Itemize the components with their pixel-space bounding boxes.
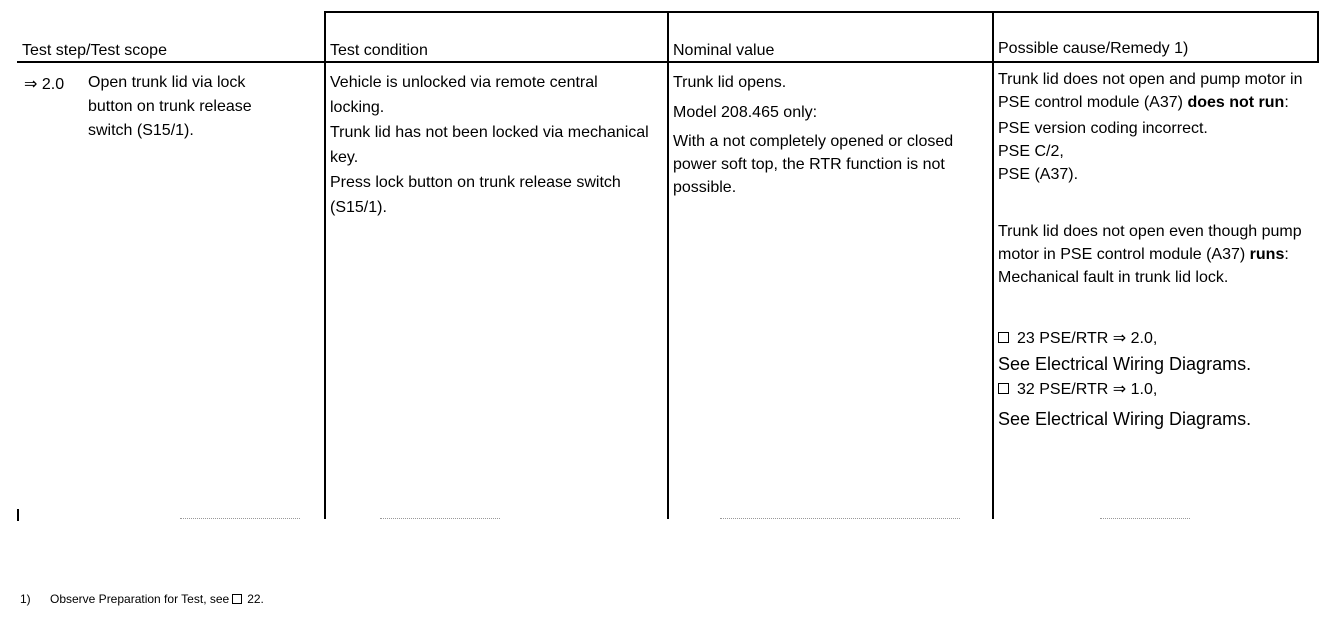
footnote-number: 1) <box>20 592 31 606</box>
table-top-border <box>324 11 1319 13</box>
cause-block-1-bold: does not run <box>1187 94 1285 111</box>
cause-block-1-colon: : <box>1284 94 1289 111</box>
footnote <box>20 592 264 606</box>
column-divider-1 <box>324 11 326 519</box>
reference-link-1[interactable] <box>998 327 1308 350</box>
table-bottom-dotted <box>180 518 300 519</box>
cause-block-2-intro: Trunk lid does not open even though pump motor in PSE control module (A37) <box>998 223 1302 263</box>
table-bottom-dotted <box>720 518 960 519</box>
header-nominal-value: Nominal value <box>673 42 775 59</box>
nominal-value-cell <box>673 70 973 199</box>
condition-line: Vehicle is unlocked via remote central locking. <box>330 74 598 116</box>
cause-block-1-intro: Trunk lid does not open and pump motor in PSE control module (A37) <box>998 71 1303 111</box>
footnote-page-ref[interactable]: 22. <box>247 592 264 606</box>
document-ref-icon <box>998 383 1009 394</box>
reference-text-2: 32 PSE/RTR ⇒ 1.0, <box>1017 381 1158 398</box>
document-ref-icon <box>232 594 242 604</box>
cause-line: PSE C/2, <box>998 143 1064 160</box>
document-ref-icon <box>998 332 1009 343</box>
column-divider-3 <box>992 11 994 519</box>
table-bottom-dotted <box>1100 518 1190 519</box>
footnote-text: Observe Preparation for Test, see <box>50 592 230 606</box>
header-possible-cause: Possible cause/Remedy 1) <box>998 40 1189 57</box>
cause-line: Mechanical fault in trunk lid lock. <box>998 269 1229 286</box>
nominal-line: With a not completely opened or closed power soft top, the RTR function is not possible. <box>673 133 954 196</box>
possible-cause-cell <box>998 68 1308 433</box>
cause-block-2 <box>998 220 1308 266</box>
nominal-line: Model 208.465 only: <box>673 104 818 121</box>
condition-line: Trunk lid has not been locked via mechanical key. <box>330 124 649 166</box>
table-right-border <box>1317 11 1319 63</box>
step-number[interactable]: ⇒ 2.0 <box>24 76 65 93</box>
condition-line: Press lock button on trunk release switch (S15/1). <box>330 174 621 216</box>
column-divider-2 <box>667 11 669 519</box>
cause-line: PSE (A37). <box>998 166 1079 183</box>
nominal-line: Trunk lid opens. <box>673 74 787 91</box>
table-bottom-dotted <box>380 518 500 519</box>
see-wiring-diagrams-1[interactable]: See Electrical Wiring Diagrams. <box>998 354 1252 374</box>
see-wiring-diagrams-2[interactable]: See Electrical Wiring Diagrams. <box>998 409 1252 429</box>
test-condition-cell <box>330 70 650 220</box>
step-description: Open trunk lid via lock button on trunk release switch (S15/1). <box>88 74 252 139</box>
cause-line: PSE version coding incorrect. <box>998 120 1208 137</box>
cause-block-2-colon: : <box>1284 246 1289 263</box>
reference-text-1: 23 PSE/RTR ⇒ 2.0, <box>1017 330 1158 347</box>
cause-block-1 <box>998 68 1308 114</box>
header-test-condition: Test condition <box>330 42 428 59</box>
header-test-step: Test step/Test scope <box>22 42 167 59</box>
reference-link-2[interactable] <box>998 378 1308 401</box>
cause-block-2-bold: runs <box>1249 246 1285 263</box>
table-left-tick <box>17 509 19 521</box>
